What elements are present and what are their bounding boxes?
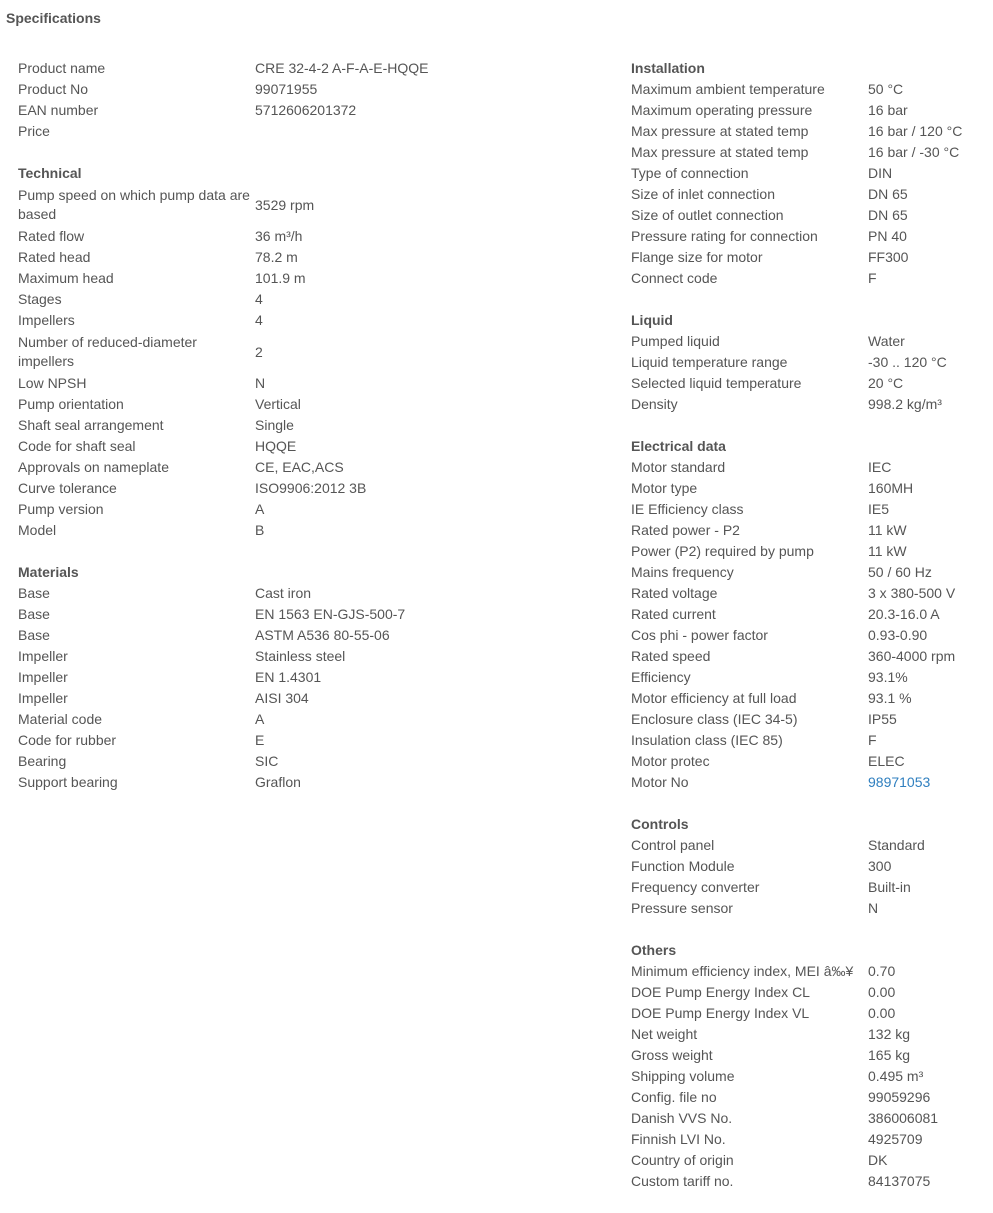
spec-value: A [255,501,265,517]
section-title: Controls [631,816,689,832]
spec-row [631,541,986,562]
spec-label: Impeller [18,690,68,706]
spec-label: Maximum operating pressure [631,102,813,118]
spec-value: AISI 304 [255,690,309,706]
spec-row [18,415,578,436]
spec-value: 20.3-16.0 A [868,606,940,622]
spec-label: Net weight [631,1026,698,1042]
spec-label: Enclosure class (IEC 34-5) [631,711,798,727]
spec-row [631,394,986,415]
controls-section [631,814,986,919]
spec-value: 0.495 m³ [868,1068,924,1084]
spec-value: N [868,900,879,916]
spec-value: 998.2 kg/m³ [868,396,942,412]
spec-row [631,898,986,919]
spec-label: Function Module [631,858,735,874]
spec-label: Number of reduced-diameter impellers [18,334,197,369]
spec-row [18,394,578,415]
spec-value: HQQE [255,438,297,454]
spec-value: 99071955 [255,81,318,97]
spec-label: Approvals on nameplate [18,459,169,475]
spec-label: Impellers [18,312,75,328]
spec-row [631,100,986,121]
spec-value: Water [868,333,905,349]
spec-label: Pressure rating for connection [631,228,818,244]
spec-value: 2 [255,343,263,360]
spec-value: F [868,270,877,286]
spec-row [18,604,578,625]
spec-label: EAN number [18,102,99,118]
spec-row [18,289,578,310]
spec-row [631,772,986,793]
spec-row [631,1171,986,1192]
spec-row [631,604,986,625]
general-section [18,58,578,142]
spec-row [631,205,986,226]
spec-value: 11 kW [868,522,907,538]
spec-value: 0.93-0.90 [868,627,928,643]
spec-label: Size of inlet connection [631,186,775,202]
spec-label: Control panel [631,837,715,853]
spec-value: A [255,711,265,727]
spec-value: CE, EAC,ACS [255,459,344,475]
technical-section [18,163,578,541]
spec-value: ELEC [868,753,905,769]
spec-value: Stainless steel [255,648,346,664]
spec-label: Product No [18,81,89,97]
spec-label: Shaft seal arrangement [18,417,164,433]
spec-row [18,520,578,541]
spec-row [631,1066,986,1087]
spec-label: DOE Pump Energy Index VL [631,1005,810,1021]
spec-label: Product name [18,60,106,76]
spec-row [631,877,986,898]
spec-label: Type of connection [631,165,749,181]
spec-label: Frequency converter [631,879,760,895]
spec-value: 3 x 380-500 V [868,585,956,601]
spec-label: Pump version [18,501,104,517]
spec-row [18,268,578,289]
spec-row [631,163,986,184]
spec-row [18,646,578,667]
spec-label: Rated speed [631,648,711,664]
spec-value: CRE 32-4-2 A-F-A-E-HQQE [255,60,429,76]
spec-row [18,751,578,772]
liquid-section [631,310,986,415]
electrical-section [631,436,986,793]
spec-value: 20 °C [868,375,904,391]
spec-row [631,583,986,604]
spec-label: Flange size for motor [631,249,763,265]
spec-row [631,835,986,856]
spec-label: Base [18,585,50,601]
spec-row [631,1150,986,1171]
spec-value: ISO9906:2012 3B [255,480,367,496]
spec-row [631,856,986,877]
spec-value: 78.2 m [255,249,298,265]
spec-value: 93.1% [868,669,908,685]
motor-no-link[interactable]: 98971053 [868,774,931,790]
spec-label: Custom tariff no. [631,1173,734,1189]
spec-value: IEC [868,459,892,475]
spec-label: Efficiency [631,669,691,685]
spec-value: 4925709 [868,1131,923,1147]
section-title: Materials [18,564,79,580]
spec-value: -30 .. 120 °C [868,354,947,370]
spec-label: Base [18,606,50,622]
spec-label: Support bearing [18,774,118,790]
spec-label: Pressure sensor [631,900,733,916]
spec-value: 101.9 m [255,270,306,286]
spec-label: Pumped liquid [631,333,720,349]
spec-label: Price [18,123,50,139]
spec-row [18,373,578,394]
spec-value: 0.00 [868,1005,896,1021]
spec-value: DIN [868,165,893,181]
spec-value: DK [868,1152,888,1168]
spec-row [18,730,578,751]
section-title: Liquid [631,312,673,328]
spec-label: Impeller [18,648,68,664]
spec-label: Selected liquid temperature [631,375,802,391]
spec-row [631,1045,986,1066]
spec-row [631,1129,986,1150]
spec-row [18,100,578,121]
spec-value: 16 bar [868,102,908,118]
spec-row [18,625,578,646]
spec-label: Maximum head [18,270,114,286]
spec-value: 360-4000 rpm [868,648,956,664]
spec-label: Code for rubber [18,732,117,748]
spec-value: 5712606201372 [255,102,357,118]
spec-label: Size of outlet connection [631,207,784,223]
spec-row [18,583,578,604]
spec-value: 4 [255,291,263,307]
spec-value: 3529 rpm [255,196,315,213]
spec-label: Max pressure at stated temp [631,144,809,160]
spec-label: Motor type [631,480,698,496]
spec-label: Liquid temperature range [631,354,788,370]
spec-label: Minimum efficiency index, MEI â‰¥ [631,963,854,979]
spec-row [18,310,578,331]
spec-row [18,226,578,247]
spec-label: Power (P2) required by pump [631,543,814,559]
spec-value: E [255,732,265,748]
section-title: Technical [18,165,82,181]
spec-row [18,121,578,142]
spec-row [631,184,986,205]
spec-row [631,331,986,352]
spec-label: Rated current [631,606,716,622]
spec-label: Connect code [631,270,718,286]
spec-value: 4 [255,312,263,328]
spec-row [18,331,578,373]
spec-value: 160MH [868,480,914,496]
spec-label: IE Efficiency class [631,501,744,517]
spec-value: 0.00 [868,984,896,1000]
spec-row [631,730,986,751]
spec-row [631,226,986,247]
spec-value: 386006081 [868,1110,939,1126]
spec-value: 11 kW [868,543,907,559]
spec-row [18,709,578,730]
spec-row [631,751,986,772]
materials-section [18,562,578,793]
spec-row [631,1003,986,1024]
spec-label: Motor protec [631,753,710,769]
spec-value: F [868,732,877,748]
spec-value: 50 °C [868,81,904,97]
spec-row [631,373,986,394]
spec-value: Cast iron [255,585,312,601]
spec-label: Motor standard [631,459,726,475]
spec-label: Rated power - P2 [631,522,740,538]
spec-label: Motor efficiency at full load [631,690,797,706]
spec-value: SIC [255,753,279,769]
spec-label: Rated voltage [631,585,718,601]
spec-row [631,520,986,541]
spec-row [631,352,986,373]
spec-value: Single [255,417,294,433]
section-title: Installation [631,60,705,76]
spec-label: Code for shaft seal [18,438,136,454]
section-title: Electrical data [631,438,726,454]
section-title: Others [631,942,677,958]
spec-value: N [255,375,266,391]
spec-value: Graflon [255,774,301,790]
spec-row [631,79,986,100]
spec-row [18,436,578,457]
spec-value: EN 1.4301 [255,669,322,685]
spec-value: DN 65 [868,207,908,223]
spec-value: 84137075 [868,1173,931,1189]
spec-row [631,1108,986,1129]
spec-label: Country of origin [631,1152,734,1168]
spec-label: Rated flow [18,228,85,244]
spec-label: Curve tolerance [18,480,117,496]
installation-section [631,58,986,289]
spec-row [631,247,986,268]
spec-value: IE5 [868,501,890,517]
spec-row [631,142,986,163]
spec-row [631,667,986,688]
spec-row [631,268,986,289]
spec-row [18,247,578,268]
spec-label: Shipping volume [631,1068,735,1084]
others-section [631,940,986,1192]
spec-value: 99059296 [868,1089,931,1105]
spec-row [631,499,986,520]
spec-label: Density [631,396,678,412]
spec-row [18,478,578,499]
spec-row [631,688,986,709]
spec-value: 300 [868,858,892,874]
spec-label: DOE Pump Energy Index CL [631,984,810,1000]
spec-label: Impeller [18,669,68,685]
spec-row [631,625,986,646]
spec-value: 50 / 60 Hz [868,564,932,580]
spec-label: Rated head [18,249,91,265]
spec-label: Finnish LVI No. [631,1131,726,1147]
spec-value: 165 kg [868,1047,911,1063]
spec-label: Pump orientation [18,396,124,412]
spec-value: PN 40 [868,228,907,244]
spec-label: Cos phi - power factor [631,627,768,643]
spec-row [18,457,578,478]
page-title: Specifications [6,10,101,26]
spec-row [631,457,986,478]
spec-row [18,772,578,793]
spec-label: Danish VVS No. [631,1110,733,1126]
spec-label: Motor No [631,774,689,790]
spec-label: Mains frequency [631,564,734,580]
spec-value: 93.1 % [868,690,912,706]
spec-label: Material code [18,711,103,727]
spec-label: Base [18,627,50,643]
right-column [631,58,986,1213]
spec-value: Built-in [868,879,911,895]
spec-row [631,121,986,142]
spec-value: EN 1563 EN-GJS-500-7 [255,606,406,622]
spec-label: Bearing [18,753,67,769]
spec-row [631,1024,986,1045]
spec-row [18,499,578,520]
spec-row [631,478,986,499]
spec-value: 132 kg [868,1026,911,1042]
spec-row [18,184,578,226]
spec-label: Pump speed on which pump data are based [18,187,250,222]
spec-label: Stages [18,291,62,307]
spec-row [18,688,578,709]
spec-value: Standard [868,837,925,853]
spec-row [631,961,986,982]
spec-value: FF300 [868,249,909,265]
spec-row [631,562,986,583]
spec-label: Gross weight [631,1047,713,1063]
spec-label: Low NPSH [18,375,87,391]
spec-label: Max pressure at stated temp [631,123,809,139]
spec-row [631,982,986,1003]
spec-value: 0.70 [868,963,896,979]
spec-label: Maximum ambient temperature [631,81,825,97]
spec-value: 16 bar / -30 °C [868,144,960,160]
spec-value: ASTM A536 80-55-06 [255,627,390,643]
spec-row [631,646,986,667]
spec-label: Model [18,522,57,538]
spec-row [18,667,578,688]
spec-value: IP55 [868,711,897,727]
spec-value: Vertical [255,396,301,412]
spec-value: B [255,522,265,538]
spec-row [18,58,578,79]
spec-row [631,709,986,730]
spec-label: Config. file no [631,1089,717,1105]
spec-label: Insulation class (IEC 85) [631,732,783,748]
spec-value: 16 bar / 120 °C [868,123,963,139]
spec-value: 36 m³/h [255,228,303,244]
spec-value: DN 65 [868,186,908,202]
spec-row [18,79,578,100]
left-column [18,58,578,814]
spec-row [631,1087,986,1108]
